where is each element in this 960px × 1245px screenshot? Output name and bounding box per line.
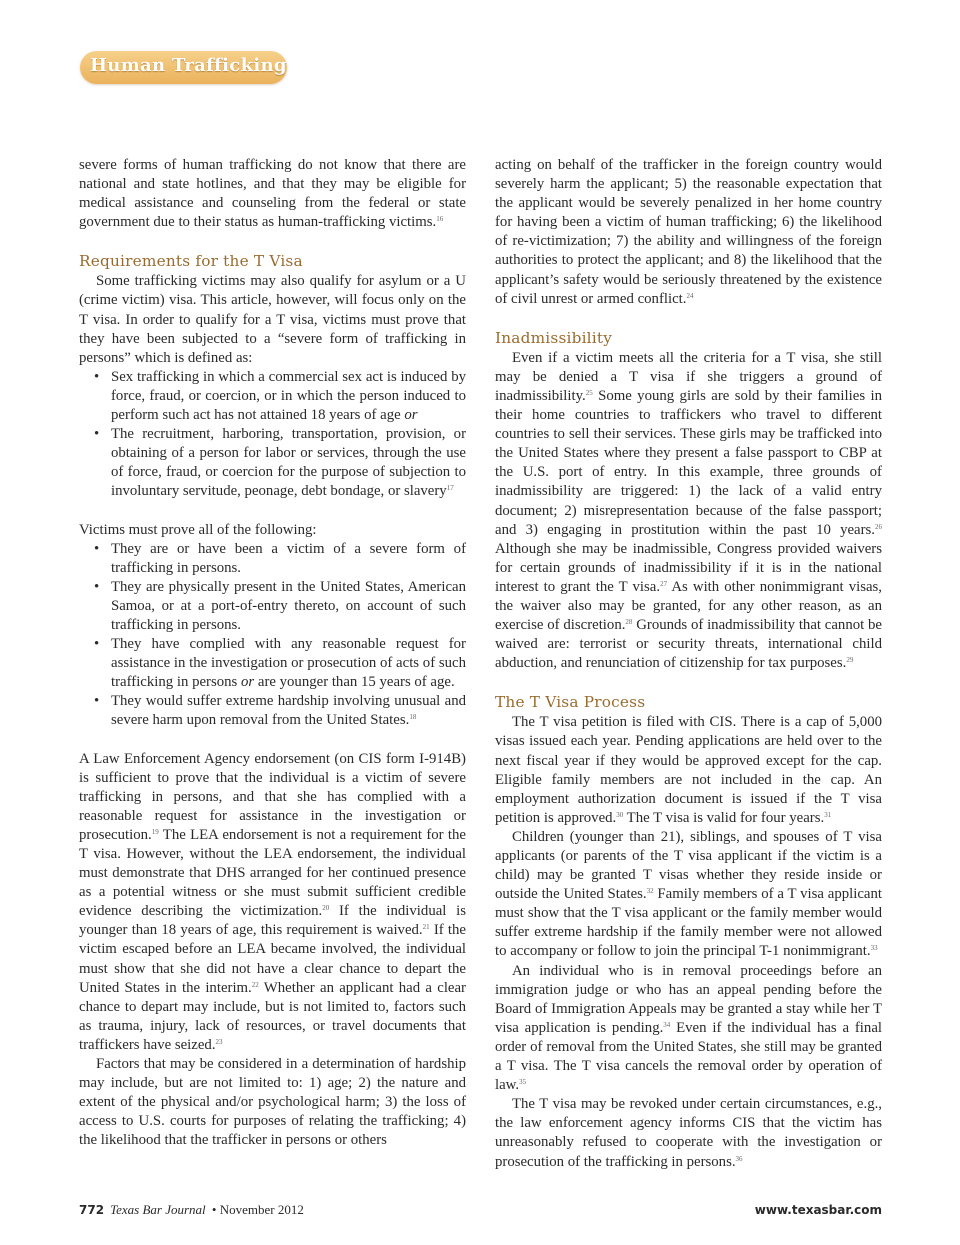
footnote-ref[interactable]: 19 xyxy=(151,827,159,836)
footnote-ref[interactable]: 26 xyxy=(875,522,882,531)
list-item: • They have complied with any reasonable request for assistance in the investigation or prosecution of acts of such trafficking in persons or are younger than 15 years of age. xyxy=(111,635,466,692)
revocation-paragraph: The T visa may be revoked under certain circumstances, e.g., the law enforcement agency informs CIS that the victim has unreasonably refused to cooperate with the investigation or prosecution of the trafficking in persons.$^{36}$ xyxy=(495,1096,882,1170)
footnote-ref[interactable]: 32 xyxy=(646,887,654,896)
inadmissibility-paragraph: Even if a victim meets all the criteria for a T visa, she still may be denied a T visa if she triggers a ground of inadmissibility.$^{25}$ Some young girls are sold by their families in their home countries to traffickers who travel to different countries to sell their services. These girls may be trafficked into the United States where they present a false passport to CBP at the U.S. port of entry. In this example, three grounds of inadmissibility are triggered: 1) the lack of a valid entry document; 2) misrepresentation because of the false passport; and 3) engaging in prostitution within the past 10 years.$^{26}$ Although she may be inadmissible, Congress provided waivers for certain grounds of inadmissibility if it is in the national interest to grant the T visa.$^{27}$ As with other nonimmigrant visas, the waiver also may be granted, for any other reason, as an exercise of discretion.$^{28}$ Grounds of inadmissibility that cannot be waived are: terrorist or security threats, international child abduction, and renunciation of citizenship for tax purposes.$^{29}$ xyxy=(495,349,883,672)
right-column xyxy=(495,156,882,1172)
section-tag xyxy=(80,51,287,84)
intro-paragraph: severe forms of human trafficking do not know that there are national and state hotlines, and that they may be eligible for medical assistance and counseling from the federal or state government due to their status as human-trafficking victims.$^{16}$ xyxy=(79,157,466,231)
list-item: • The recruitment, harboring, transportation, provision, or obtaining of a person for labor or services, through the use of force, fraud, or coercion for the purpose of subjection to involuntary servitude, peonage, debt bondage, or slavery$^{17}$ xyxy=(111,425,466,501)
footnote-ref[interactable]: 35 xyxy=(519,1078,527,1087)
footer-left xyxy=(79,1202,304,1218)
footnote-ref[interactable]: 34 xyxy=(663,1020,671,1029)
footnote-ref[interactable]: 36 xyxy=(735,1154,743,1163)
continued-paragraph: acting on behalf of the trafficker in the foreign country would severely harm the applicant; 5) the reasonable expectation that the applicant would be severely penalized in her home country for having been a victim of human trafficking; 6) the likelihood of re-victimization; 7) the ability and willingness of the foreign authorities to protect the applicant; and 8) the likelihood that the applicant’s safety would be seriously threatened by the existence of civil unrest or armed conflict.$^{24}$ xyxy=(495,157,882,307)
footnote-ref[interactable]: 22 xyxy=(251,980,259,989)
process-paragraph: The T visa petition is filed with CIS. There is a cap of 5,000 visas issued each year. Pending applications are held over to the next fiscal year if they would be approved except for the cap. Eligible family members are not included in the cap. An employment authorization document is issued if the T visa petition is approved.$^{30}$ The T visa is valid for four years.$^{31}$ xyxy=(495,714,882,826)
footnote-ref[interactable]: 20 xyxy=(322,904,330,913)
footnote-ref[interactable]: 21 xyxy=(422,923,430,932)
heading-requirements: Requirements for the T Visa xyxy=(79,252,303,271)
footer-separator: • xyxy=(211,1202,217,1217)
factors-paragraph: Factors that may be considered in a determination of hardship may include, but are not limited to: 1) age; 2) the nature and extent of the physical and/or psychological harm; 3) the loss of access to U.S. courts for purposes of relating the trafficking; 4) the likelihood that the trafficker in persons or others xyxy=(79,1056,466,1149)
footnote-ref[interactable]: 25 xyxy=(585,388,593,397)
footnote-ref[interactable]: 24 xyxy=(686,291,694,300)
footnote-ref[interactable]: 31 xyxy=(824,810,832,819)
section-tag-label: Human Trafficking xyxy=(90,55,287,76)
footnote-ref[interactable]: 29 xyxy=(846,656,854,665)
footnote-ref[interactable]: 17 xyxy=(446,484,454,493)
footnote-ref[interactable]: 23 xyxy=(215,1037,223,1046)
list-item: • They are physically present in the United States, American Samoa, or at a port-of-entry thereto, on account of such trafficking in persons. xyxy=(111,578,466,635)
list-item: • They are or have been a victim of a severe form of trafficking in persons. xyxy=(111,540,466,578)
requirements-paragraph: Some trafficking victims may also qualify for asylum or a U (crime victim) visa. This article, however, will focus only on the T visa. In order to qualify for a T visa, victims must prove that they have been subjected to a “severe form of trafficking in persons” which is defined as: xyxy=(79,273,466,366)
list-item: • Sex trafficking in which a commercial sex act is induced by force, fraud, or coercion, or in which the person induced to perform such act has not attained 18 years of age or xyxy=(111,368,466,425)
website-link[interactable]: www.texasbar.com xyxy=(754,1203,882,1217)
page-number: 772 xyxy=(79,1203,105,1217)
left-column xyxy=(79,156,466,1151)
footnote-ref[interactable]: 33 xyxy=(870,944,878,953)
family-paragraph: Children (younger than 21), siblings, and spouses of T visa applicants (or parents of the T visa applicant if the victim is a child) may be granted T visas whether they reside inside or outside the United States.$^{32}$ Family members of a T visa applicant must show that the T visa applicant or the family member would suffer extreme hardship if the family member were not allowed to accompany or follow to join the principal T-1 nonimmigrant.$^{33}$ xyxy=(495,828,882,960)
issue-date: November 2012 xyxy=(219,1202,304,1217)
journal-name: Texas Bar Journal xyxy=(110,1202,206,1217)
prove-intro: Victims must prove all of the following: xyxy=(79,521,317,538)
list-item: • They would suffer extreme hardship involving unusual and severe harm upon removal from the United States.$^{18}$ xyxy=(111,692,466,730)
criteria-list xyxy=(79,540,466,731)
footnote-ref[interactable]: 16 xyxy=(436,215,444,224)
lea-paragraph: A Law Enforcement Agency endorsement (on CIS form I-914B) is sufficient to prove that the individual is a victim of severe trafficking in persons, and that she has complied with a reasonable request for assistance in the investigation or prosecution.$^{19}$ The LEA endorsement is not a requirement for the T visa. However, without the LEA endorsement, the individual must demonstrate that DHS arranged for her continued presence as a potential witness or she must submit sufficient credible evidence describing the victimization.$^{20}$ If the individual is younger than 18 years of age, this requirement is waived.$^{21}$ If the victim escaped before an LEA became involved, the individual must show that she did not have a clear chance to depart the United States in the interim.$^{22}$ Whether an applicant had a clear chance to depart may include, but is not limited to, factors such as trauma, injury, lack of resources, or travel documents that traffickers have seized.$^{23}$ xyxy=(79,750,466,1053)
removal-paragraph: An individual who is in removal proceedings before an immigration judge or who has an appeal pending before the Board of Immigration Appeals may be granted a stay while her T visa application is pending.$^{34}$ Even if the individual has a final order of removal from the United States, she still may be granted a T visa. The T visa cancels the removal order by operation of law.$^{35}$ xyxy=(495,962,882,1094)
definition-list xyxy=(79,368,466,502)
footnote-ref[interactable]: 27 xyxy=(660,579,668,588)
footnote-ref[interactable]: 28 xyxy=(625,618,633,627)
footnote-ref[interactable]: 18 xyxy=(409,713,417,722)
footnote-ref[interactable]: 30 xyxy=(616,810,624,819)
heading-inadmissibility: Inadmissibility xyxy=(495,328,613,347)
heading-process: The T Visa Process xyxy=(495,693,646,712)
